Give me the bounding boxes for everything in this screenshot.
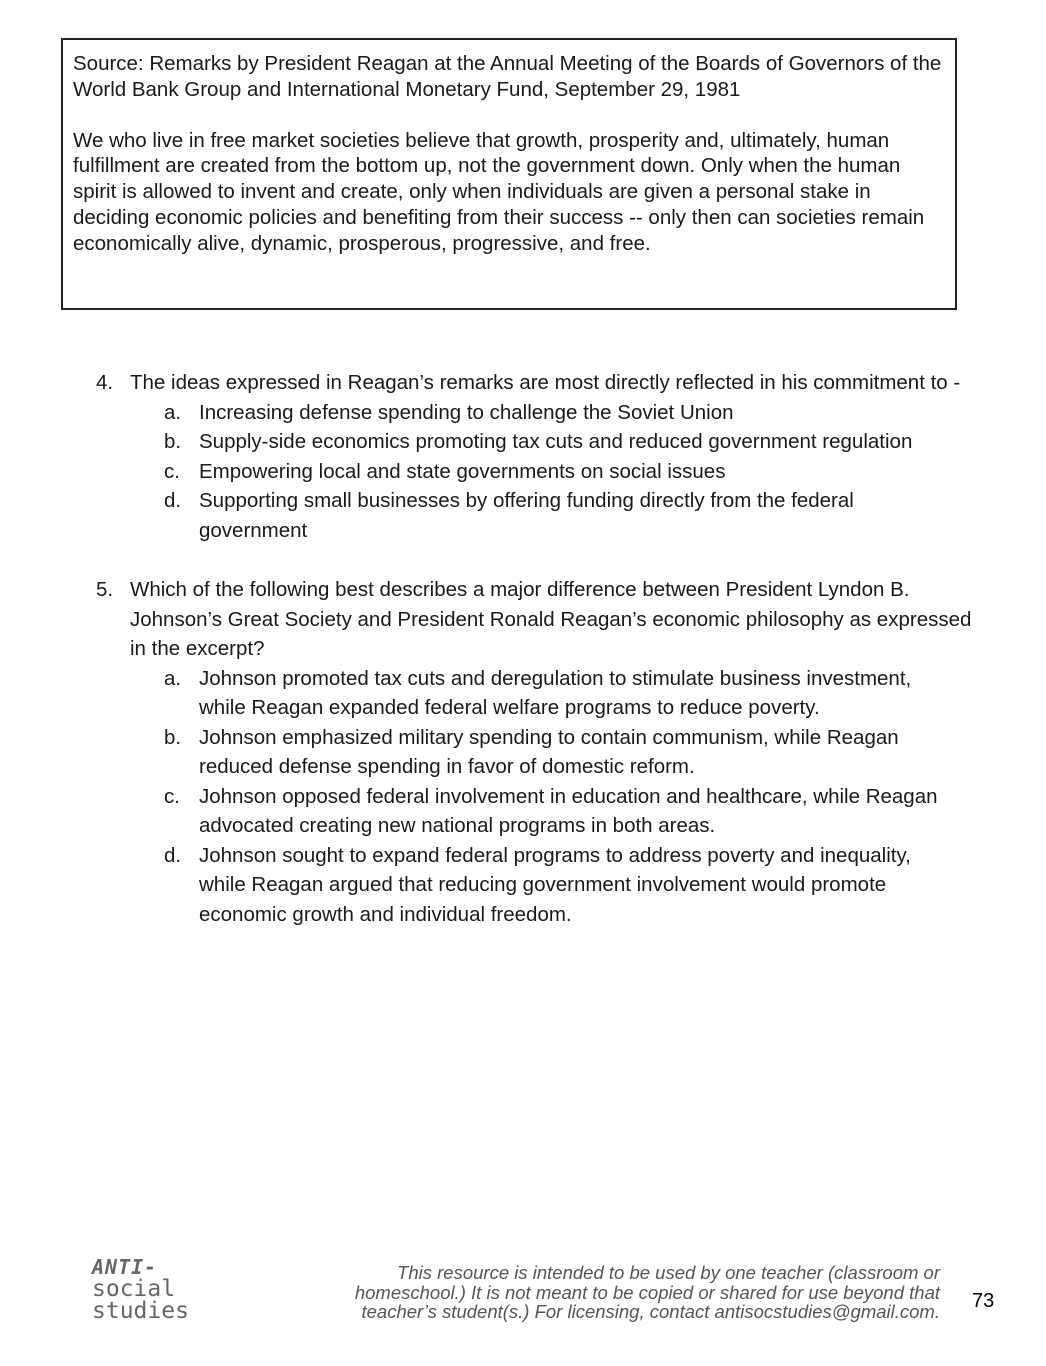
option-text: Johnson opposed federal involvement in education and healthcare, while Reagan advocated creating new national programs in both areas.	[199, 784, 938, 837]
answer-option-d	[164, 841, 976, 930]
answer-options	[164, 664, 976, 930]
question-5	[96, 575, 976, 929]
answer-option-b	[164, 723, 976, 782]
answer-option-a	[164, 664, 976, 723]
option-text: Johnson emphasized military spending to contain communism, while Reagan reduced defense spending in favor of domestic reform.	[199, 725, 899, 778]
option-letter: d.	[164, 489, 182, 512]
page-number: 73	[972, 1290, 995, 1312]
answer-option-c	[164, 457, 976, 487]
option-text: Empowering local and state governments on social issues	[199, 459, 726, 483]
option-letter: a.	[164, 400, 182, 424]
source-box	[61, 38, 957, 310]
option-text: Johnson promoted tax cuts and deregulation to stimulate business investment, while Reagan expanded federal welfare programs to reduce poverty.	[199, 666, 912, 719]
option-letter: c.	[164, 784, 180, 808]
disclaimer-line-1: This resource is intended to be used by one teacher (classroom or	[397, 1262, 940, 1283]
anti-social-studies-logo	[92, 1256, 189, 1322]
question-body	[130, 368, 976, 545]
answer-option-a	[164, 398, 976, 428]
logo-line-anti: ANTI-	[92, 1255, 158, 1279]
option-text: Johnson sought to expand federal programs to address poverty and inequality, while Reagan argued that reducing government involvement would promote economic growth and individual freedom.	[199, 843, 911, 926]
disclaimer-line-2: homeschool.) It is not meant to be copied or shared for use beyond that	[354, 1281, 940, 1303]
answer-option-c	[164, 782, 976, 841]
answer-options	[164, 398, 976, 546]
answer-option-b	[164, 427, 976, 457]
question-body	[130, 575, 976, 929]
option-letter: c.	[164, 459, 180, 483]
option-text: Increasing defense spending to challenge the Soviet Union	[199, 400, 734, 424]
logo-line-social: social	[92, 1276, 176, 1302]
option-letter: b.	[164, 725, 182, 749]
option-letter: d.	[164, 843, 182, 867]
license-disclaimer	[270, 1263, 940, 1322]
questions-list	[96, 368, 976, 929]
option-letter: b.	[164, 430, 182, 453]
option-letter: a.	[164, 666, 182, 690]
question-stem: The ideas expressed in Reagan’s remarks are most directly reflected in his commitment to -	[130, 371, 961, 394]
question-stem: Which of the following best describes a major difference between President Lyndon B. Johnson’s Great Society and President Ronald Reagan’s economic philosophy as expressed in the excerpt?	[130, 578, 972, 660]
source-excerpt: We who live in free market societies believe that growth, prosperity and, ultimately, human fulfillment are created from the bottom up, not the government down. Only when the human spirit is allowed to invent and create, only when individuals are given a personal stake in deciding economic policies and benefiting from their success -- only then can societies remain economically alive, dynamic, prosperous, progressive, and free.	[73, 128, 925, 255]
question-4	[96, 368, 976, 545]
source-citation: Source: Remarks by President Reagan at the Annual Meeting of the Boards of Governors of the World Bank Group and International Monetary Fund, September 29, 1981	[73, 52, 942, 101]
logo-line-studies: studies	[92, 1298, 189, 1324]
answer-option-d	[164, 486, 976, 545]
option-text: Supporting small businesses by offering funding directly from the federal government	[199, 489, 854, 542]
question-number: 5.	[96, 578, 114, 601]
option-text: Supply-side economics promoting tax cuts and reduced government regulation	[199, 430, 913, 453]
question-number: 4.	[96, 371, 114, 394]
disclaimer-line-3: teacher’s student(s.) For licensing, contact antisocstudies@gmail.com.	[361, 1301, 940, 1322]
